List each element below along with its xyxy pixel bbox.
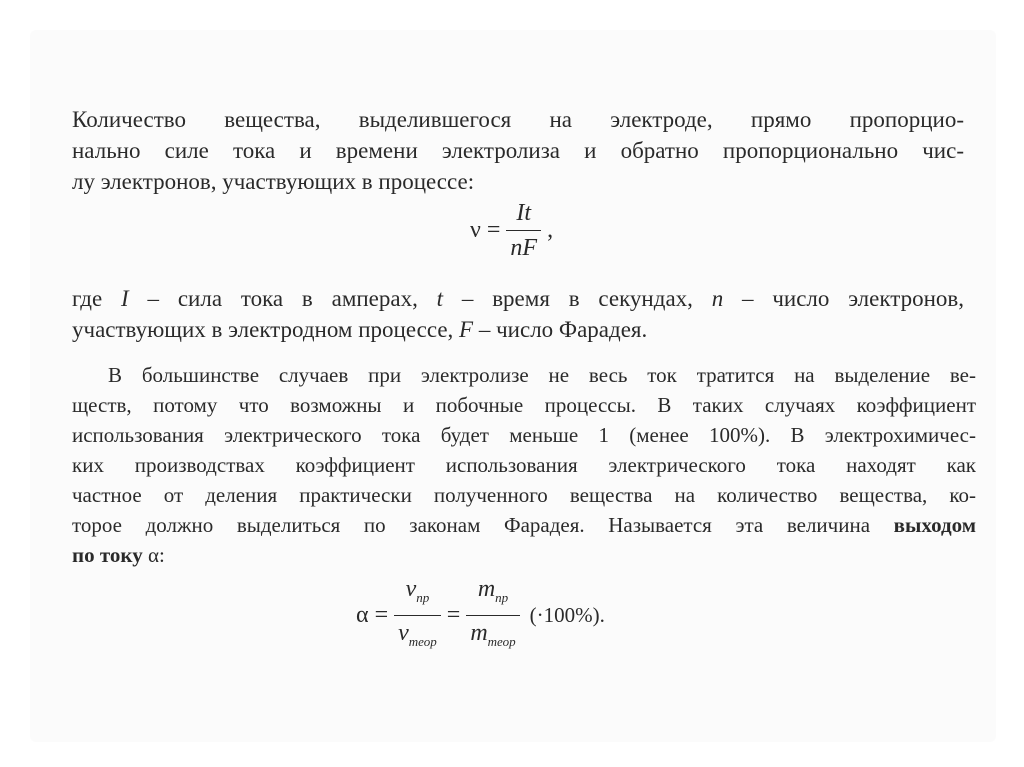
variable-n: n xyxy=(711,286,724,311)
formula-alpha xyxy=(356,572,605,659)
fraction-2-denominator xyxy=(466,616,519,659)
paragraph-2-line-1: В большинстве случаев при электролизе не весь ток тратится на выделение ве- xyxy=(108,363,976,387)
subscript: пр xyxy=(416,590,430,605)
formula-nu-numerator: It xyxy=(516,200,532,226)
paragraph-1-line-1: Количество вещества, выделившегося на электроде, прямо пропорцио- xyxy=(72,107,964,132)
variable-F: F xyxy=(459,317,474,342)
formula-alpha-lhs: α = xyxy=(356,602,389,628)
paragraph-1-line-2: нально силе тока и времени электролиза и обратно пропорционально чис- xyxy=(72,138,964,163)
definitions-text: где xyxy=(72,286,122,311)
term-output-bold: выходом xyxy=(893,513,976,537)
definitions-text: – время в секундах, xyxy=(443,286,712,311)
fraction-1-denominator xyxy=(394,616,441,659)
definitions-text: участвующих в электродном процессе, xyxy=(72,317,460,342)
paragraph-2-line-3: использования электрического тока будет меньше 1 (менее 100%). В электрохимичес- xyxy=(72,423,976,447)
subscript: теор xyxy=(487,634,516,649)
symbol-m: m xyxy=(477,576,496,602)
formula-nu-trailing: , xyxy=(547,217,554,243)
paragraph-2-line-7 xyxy=(72,540,372,570)
fraction-2-numerator xyxy=(466,572,519,615)
subscript: пр xyxy=(495,590,509,605)
formula-alpha-fraction-2 xyxy=(466,572,519,659)
symbol-nu: ν xyxy=(398,620,409,646)
formula-nu xyxy=(470,196,553,265)
paragraph-2-line-5: частное от деления практически полученного вещества на количество вещества, ко- xyxy=(72,483,976,507)
paragraph-2-line-4: ких производствах коэффициент использования электрического тока находят как xyxy=(72,453,976,477)
paragraph-2-line-6 xyxy=(72,510,976,540)
symbol-nu: ν xyxy=(405,576,417,602)
subscript: теор xyxy=(408,634,437,649)
paragraph-2-text: α: xyxy=(142,543,165,567)
definitions-line-1 xyxy=(72,283,964,314)
paragraph-2-line-2: ществ, потому что возможны и побочные процессы. В таких случаях коэффициент xyxy=(72,393,976,417)
definitions-text: – сила тока в амперах, xyxy=(128,286,437,311)
definitions-line-2 xyxy=(72,314,792,345)
formula-alpha-fraction-1 xyxy=(394,572,441,659)
term-by-current-bold: по току xyxy=(72,543,143,567)
formula-nu-fraction xyxy=(506,196,541,265)
variable-t: t xyxy=(436,286,444,311)
definitions-text: – число электронов, xyxy=(723,286,964,311)
fraction-1-numerator xyxy=(394,572,441,615)
paragraph-2-text: торое должно выделиться по законам Фарадея. Называется эта величина xyxy=(72,513,894,537)
formula-nu-lhs: ν = xyxy=(470,217,501,243)
definitions-text: – число Фарадея. xyxy=(473,317,648,342)
symbol-m: m xyxy=(470,620,488,646)
formula-alpha-equals: = xyxy=(446,602,461,628)
variable-I: I xyxy=(121,286,129,311)
formula-alpha-trailing: (·100%). xyxy=(529,603,605,627)
formula-nu-denominator: nF xyxy=(510,235,538,261)
paragraph-1-line-3: лу электронов, участвующих в процессе: xyxy=(72,169,475,194)
